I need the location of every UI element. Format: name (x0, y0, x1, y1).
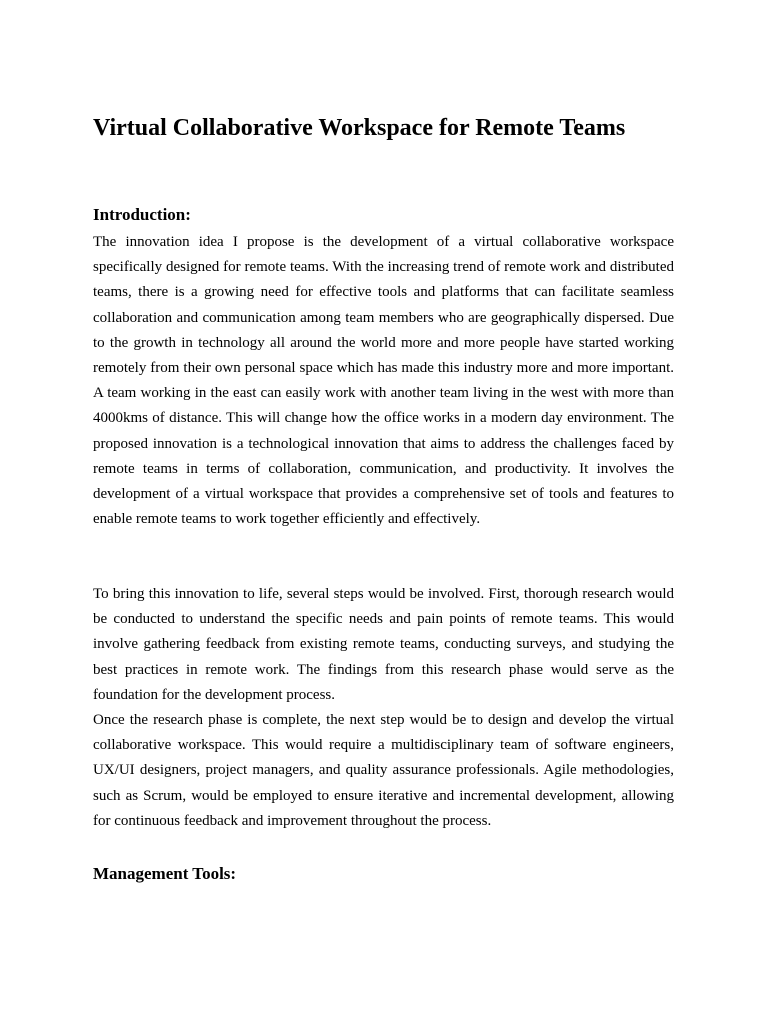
introduction-paragraph-3: Once the research phase is complete, the next step would be to design and develop the virtual collaborative workspace. This would require a multidisciplinary team of software engineers, UX/UI designers, project managers, and quality assurance professionals. Agile methodologies, such as Scrum, would be employed to ensure iterative and incremental development, allowing for continuous feedback and improvement throughout the process. (93, 712, 674, 829)
introduction-paragraph-1: The innovation idea I propose is the development of a virtual collaborative workspace specifically designed for remote teams. With the increasing trend of remote work and distributed teams, there is a growing need for effective tools and platforms that can facilitate seamless collaboration and communication among team members who are geographically dispersed. Due to the growth in technology all around the world more and more people have started working remotely from their own personal space which has made this industry more and more important. A team working in the east can easily work with another team living in the west with more than 4000kms of distance. This will change how the office works in a modern day environment. The proposed innovation is a technological innovation that aims to address the challenges faced by remote teams in terms of collaboration, communication, and productivity. It involves the development of a virtual workspace that provides a comprehensive set of tools and features to enable remote teams to work together efficiently and effectively. (93, 234, 674, 528)
introduction-heading: Introduction: (93, 205, 191, 224)
introduction-paragraph-2: To bring this innovation to life, several steps would be involved. First, thorough research would be conducted to understand the specific needs and pain points of remote teams. This would involve gathering feedback from existing remote teams, conducting surveys, and studying the best practices in remote work. The findings from this research phase would serve as the foundation for the development process. (93, 586, 674, 703)
management-tools-heading: Management Tools: (93, 864, 237, 883)
document-title: Virtual Collaborative Workspace for Remote Teams (93, 115, 626, 141)
